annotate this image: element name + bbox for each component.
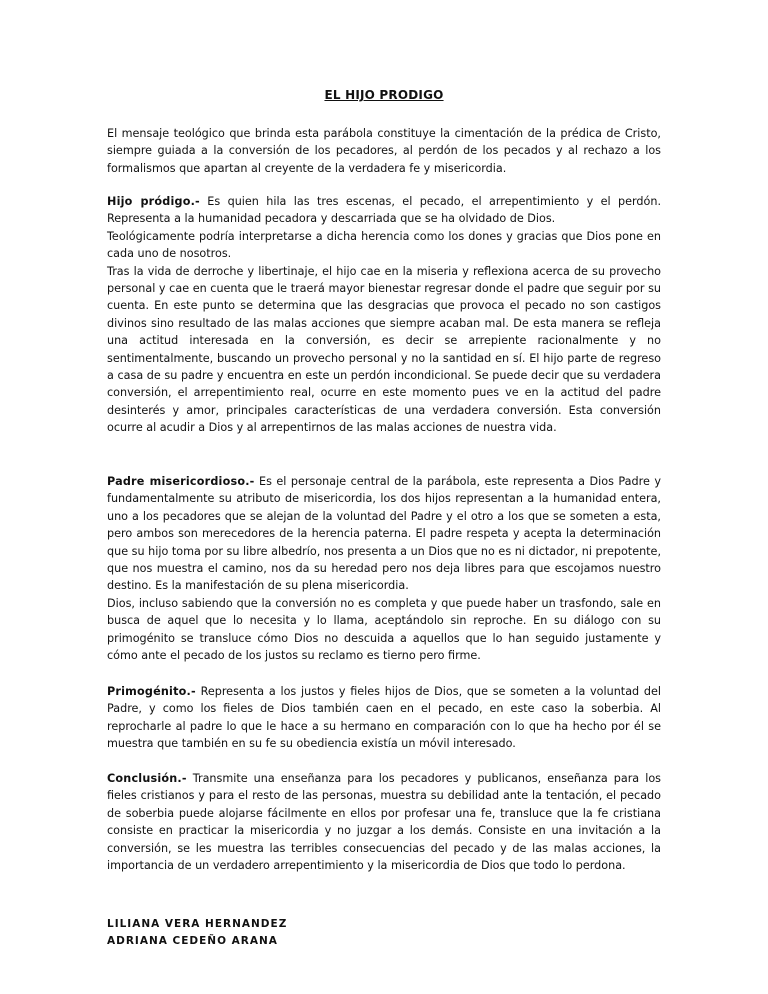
document-title: EL HIJO PRODIGO <box>324 88 444 102</box>
section-primogenito <box>107 683 661 753</box>
section-text: Teológicamente podría interpretarse a dicha herencia como los dones y gracias que Dios pone en cada uno de nosotros. <box>107 229 661 261</box>
intro-paragraph: El mensaje teológico que brinda esta parábola constituye la cimentación de la prédica de Cristo, siempre guiada a la conversión de los pecadores, al perdón de los pecados y al rechazo a los formalismos que apartan al creyente de la verdadera fe y misericordia. <box>107 127 661 175</box>
author-name: ADRIANA CEDEÑO ARANA <box>107 935 278 947</box>
section-text: Es quien hila las tres escenas, el pecado, el arrepentimiento y el perdón. Representa a la humanidad pecadora y descarriada que se ha olvidado de Dios. <box>107 195 662 226</box>
author-name: LILIANA VERA HERNANDEZ <box>107 918 288 930</box>
authors-block <box>107 916 287 950</box>
section-text: Tras la vida de derroche y libertinaje, el hijo cae en la miseria y reflexiona acerca de su provecho personal y cae en cuenta que le traerá mayor bienestar regresar donde el padre que seguir por su cuenta. En este punto se determina que las desgracias que provoca el pecado no son castigos divinos sino resultado de las malas acciones que siempre acaban mal. De esta manera se refleja una actitud interesada en la conversión, es decir se arrepiente racionalmente y no sentimentalmente, buscando un provecho personal y no la santidad en sí. El hijo parte de regreso a casa de su padre y encuentra en este un perdón incondicional. Se puede decir que su verdadera conversión, el arrepentimiento real, ocurre en este momento pues ve en la actitud del padre desinterés y amor, principales características de una verdadera conversión. Esta conversión ocurre al acudir a Dios y al arrepentirnos de las malas acciones de nuestra vida. <box>107 264 661 435</box>
section-padre-misericordioso <box>107 473 661 664</box>
section-text: Transmite una enseñanza para los pecadores y publicanos, enseñanza para los fieles cristianos y para el resto de las personas, muestra su debilidad ante la tentación, el pecado de soberbia puede alojarse fácilmente en ellos por profesar una fe, transluce que la fe cristiana consiste en practicar la misericordia y no juzgar a los demás. Consiste en una invitación a la conversión, se les muestra las terribles consecuencias del pecado y de las malas acciones, la importancia de un verdadero arrepentimiento y la misericordia de Dios que todo lo perdona. <box>107 772 661 873</box>
section-term: Padre misericordioso.- <box>107 475 255 488</box>
section-text: Representa a los justos y fieles hijos de Dios, que se someten a la voluntad del Padre, y como los fieles de Dios también caen en el pecado, en este caso la soberbia. Al reprocharle al padre lo que le hace a su hermano en comparación con lo que ha hecho por él se muestra que también en su fe su obediencia existía un móvil interesado. <box>107 685 661 751</box>
section-text: Dios, incluso sabiendo que la conversión no es completa y que puede haber un trasfondo, sale en busca de aquel que lo necesita y lo llama, aceptándolo sin reproche. En su diálogo con su primogénito se transluce cómo Dios no descuida a aquellos que lo han seguido justamente y cómo ante el pecado de los justos su reclamo es tierno pero firme. <box>107 596 661 663</box>
section-term: Primogénito.- <box>107 685 196 698</box>
section-term: Conclusión.- <box>107 772 187 785</box>
section-text: Es el personaje central de la parábola, este representa a Dios Padre y fundamentalmente su atributo de misericordia, los dos hijos representan a la humanidad entera, uno a los pecadores que se alejan de la voluntad del Padre y el otro a los que se someten a esta, pero ambos son merecedores de la herencia paterna. El padre respeta y acepta la determinación que su hijo toma por su libre albedrío, nos presenta a un Dios que no es ni dictador, ni prepotente, que nos muestra el camino, nos da su heredad pero nos deja libres para que escojamos nuestro destino. Es la manifestación de su plena misericordia. <box>107 475 661 593</box>
section-term: Hijo pródigo.- <box>107 195 200 208</box>
section-conclusion <box>107 770 661 874</box>
section-hijo-prodigo <box>107 193 661 437</box>
